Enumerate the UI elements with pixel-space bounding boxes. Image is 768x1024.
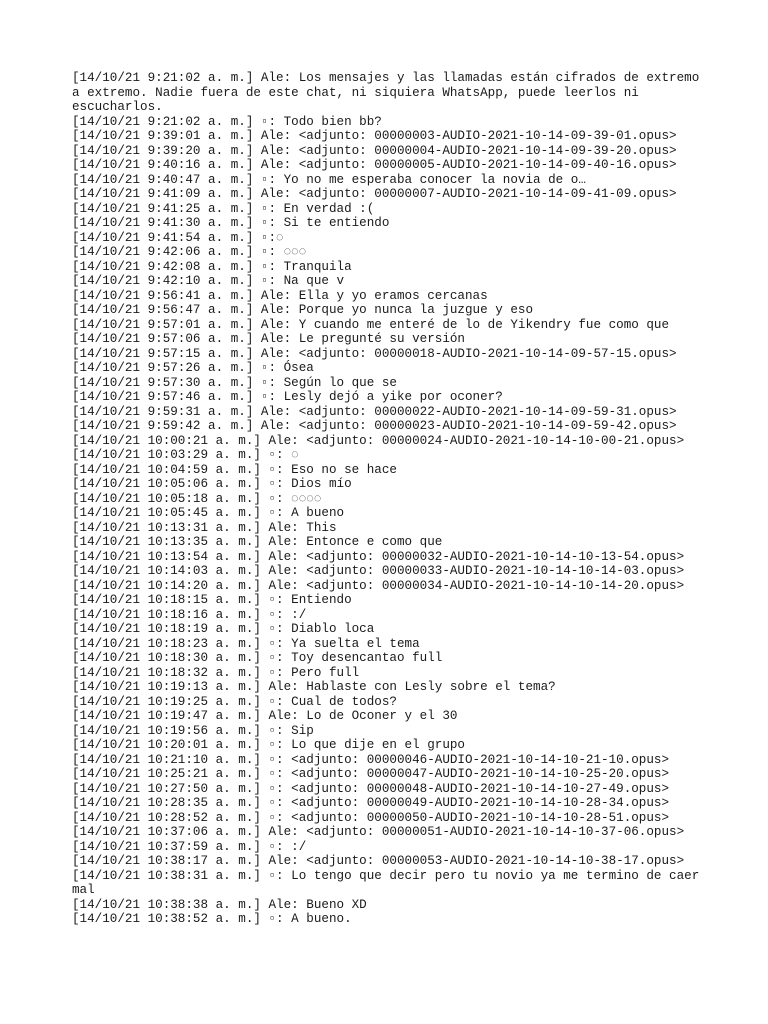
chat-line: [14/10/21 10:19:47 a. m.] Ale: Lo de Oconer y el 30 (72, 709, 458, 723)
chat-line: [14/10/21 10:38:52 a. m.] ▫: A bueno. (72, 912, 352, 926)
chat-line: [14/10/21 10:18:19 a. m.] ▫: Diablo loca (72, 622, 375, 636)
chat-line: [14/10/21 9:57:46 a. m.] ▫: Lesly dejó a yike por oconer? (72, 390, 503, 404)
chat-line: [14/10/21 10:05:18 a. m.] ▫: ◌◌◌◌ (72, 491, 322, 506)
chat-line: [14/10/21 10:19:13 a. m.] Ale: Hablaste con Lesly sobre el tema? (72, 680, 556, 694)
chat-line: [14/10/21 9:41:09 a. m.] Ale: <adjunto: 00000007-AUDIO-2021-10-14-09-41-09.opus> (72, 187, 677, 201)
chat-line: [14/10/21 9:57:30 a. m.] ▫: Según lo que se (72, 375, 397, 390)
chat-line: [14/10/21 9:21:02 a. m.] Ale: Los mensajes y las llamadas están cifrados de extremo a extremo. Nadie fuera de este chat, ni siquiera WhatsApp, puede leerlos ni escucharlos. (72, 71, 707, 114)
chat-line: [14/10/21 9:39:20 a. m.] Ale: <adjunto: 00000004-AUDIO-2021-10-14-09-39-20.opus> (72, 143, 677, 158)
chat-line: [14/10/21 10:28:52 a. m.] ▫: <adjunto: 00000050-AUDIO-2021-10-14-10-28-51.opus> (72, 810, 670, 825)
chat-line: [14/10/21 10:38:38 a. m.] Ale: Bueno XD (72, 897, 367, 912)
chat-line: [14/10/21 9:41:30 a. m.] ▫: Si te entiendo (72, 216, 390, 230)
chat-line: [14/10/21 10:18:30 a. m.] ▫: Toy desencantao full (72, 651, 443, 665)
chat-line: [14/10/21 10:18:15 a. m.] ▫: Entiendo (72, 593, 352, 607)
chat-line: [14/10/21 9:42:06 a. m.] ▫: ◌◌◌ (72, 245, 307, 259)
chat-line: [14/10/21 9:40:47 a. m.] ▫: Yo no me esperaba conocer la novia de o… (72, 172, 586, 187)
chat-line: [14/10/21 9:56:47 a. m.] Ale: Porque yo nunca la juzgue y eso (72, 303, 534, 317)
chat-line: [14/10/21 10:14:03 a. m.] Ale: <adjunto: 00000033-AUDIO-2021-10-14-10-14-03.opus> (72, 564, 685, 578)
chat-line: [14/10/21 10:18:32 a. m.] ▫: Pero full (72, 665, 360, 680)
chat-line: [14/10/21 9:56:41 a. m.] Ale: Ella y yo eramos cercanas (72, 288, 488, 303)
chat-line: [14/10/21 10:19:25 a. m.] ▫: Cual de todos? (72, 694, 397, 709)
chat-transcript (72, 71, 707, 927)
chat-line: [14/10/21 10:18:23 a. m.] ▫: Ya suelta el tema (72, 636, 420, 651)
chat-line: [14/10/21 10:38:17 a. m.] Ale: <adjunto: 00000053-AUDIO-2021-10-14-10-38-17.opus> (72, 854, 685, 868)
chat-line: [14/10/21 10:00:21 a. m.] Ale: <adjunto: 00000024-AUDIO-2021-10-14-10-00-21.opus> (72, 433, 685, 448)
chat-line: [14/10/21 10:05:45 a. m.] ▫: A bueno (72, 506, 345, 520)
chat-line: [14/10/21 10:20:01 a. m.] ▫: Lo que dije en el grupo (72, 738, 465, 752)
chat-line: [14/10/21 10:05:06 a. m.] ▫: Dios mío (72, 477, 352, 491)
chat-line: [14/10/21 9:57:26 a. m.] ▫: Ósea (72, 361, 314, 375)
chat-line: [14/10/21 10:27:50 a. m.] ▫: <adjunto: 00000048-AUDIO-2021-10-14-10-27-49.opus> (72, 781, 670, 796)
chat-line: [14/10/21 9:57:15 a. m.] Ale: <adjunto: 00000018-AUDIO-2021-10-14-09-57-15.opus> (72, 346, 677, 361)
chat-line: [14/10/21 10:38:31 a. m.] ▫: Lo tengo que decir pero tu novio ya me termino de caer mal (72, 868, 707, 897)
chat-line: [14/10/21 9:57:01 a. m.] Ale: Y cuando me enteré de lo de Yikendry fue como que (72, 317, 670, 332)
chat-line: [14/10/21 10:13:31 a. m.] Ale: This (72, 520, 337, 535)
chat-line: [14/10/21 9:21:02 a. m.] ▫: Todo bien bb? (72, 114, 382, 129)
chat-line: [14/10/21 9:41:25 a. m.] ▫: En verdad :( (72, 201, 375, 216)
chat-line: [14/10/21 10:18:16 a. m.] ▫: :/ (72, 607, 307, 622)
chat-line: [14/10/21 9:57:06 a. m.] Ale: Le pregunté su versión (72, 332, 465, 346)
chat-line: [14/10/21 10:04:59 a. m.] ▫: Eso no se hace (72, 462, 397, 477)
chat-line: [14/10/21 10:37:06 a. m.] Ale: <adjunto: 00000051-AUDIO-2021-10-14-10-37-06.opus> (72, 825, 685, 839)
chat-line: [14/10/21 10:13:35 a. m.] Ale: Entonce e como que (72, 535, 443, 549)
chat-line: [14/10/21 9:42:08 a. m.] ▫: Tranquila (72, 259, 352, 274)
chat-line: [14/10/21 10:21:10 a. m.] ▫: <adjunto: 00000046-AUDIO-2021-10-14-10-21-10.opus> (72, 752, 670, 767)
chat-line: [14/10/21 10:13:54 a. m.] Ale: <adjunto: 00000032-AUDIO-2021-10-14-10-13-54.opus> (72, 549, 685, 564)
chat-line: [14/10/21 9:42:10 a. m.] ▫: Na que v (72, 274, 345, 288)
chat-line: [14/10/21 10:03:29 a. m.] ▫: ◌ (72, 448, 299, 462)
chat-line: [14/10/21 9:59:42 a. m.] Ale: <adjunto: 00000023-AUDIO-2021-10-14-09-59-42.opus> (72, 419, 677, 433)
chat-line: [14/10/21 9:59:31 a. m.] Ale: <adjunto: 00000022-AUDIO-2021-10-14-09-59-31.opus> (72, 404, 677, 419)
chat-line: [14/10/21 10:25:21 a. m.] ▫: <adjunto: 00000047-AUDIO-2021-10-14-10-25-20.opus> (72, 767, 670, 781)
chat-line: [14/10/21 9:39:01 a. m.] Ale: <adjunto: 00000003-AUDIO-2021-10-14-09-39-01.opus> (72, 129, 677, 143)
chat-line: [14/10/21 10:14:20 a. m.] Ale: <adjunto: 00000034-AUDIO-2021-10-14-10-14-20.opus> (72, 578, 685, 593)
chat-line: [14/10/21 9:40:16 a. m.] Ale: <adjunto: 00000005-AUDIO-2021-10-14-09-40-16.opus> (72, 158, 677, 172)
chat-line: [14/10/21 10:37:59 a. m.] ▫: :/ (72, 839, 307, 854)
chat-line: [14/10/21 10:28:35 a. m.] ▫: <adjunto: 00000049-AUDIO-2021-10-14-10-28-34.opus> (72, 796, 670, 810)
chat-line: [14/10/21 10:19:56 a. m.] ▫: Sip (72, 723, 314, 738)
chat-line: [14/10/21 9:41:54 a. m.] ▫:◌ (72, 230, 284, 245)
